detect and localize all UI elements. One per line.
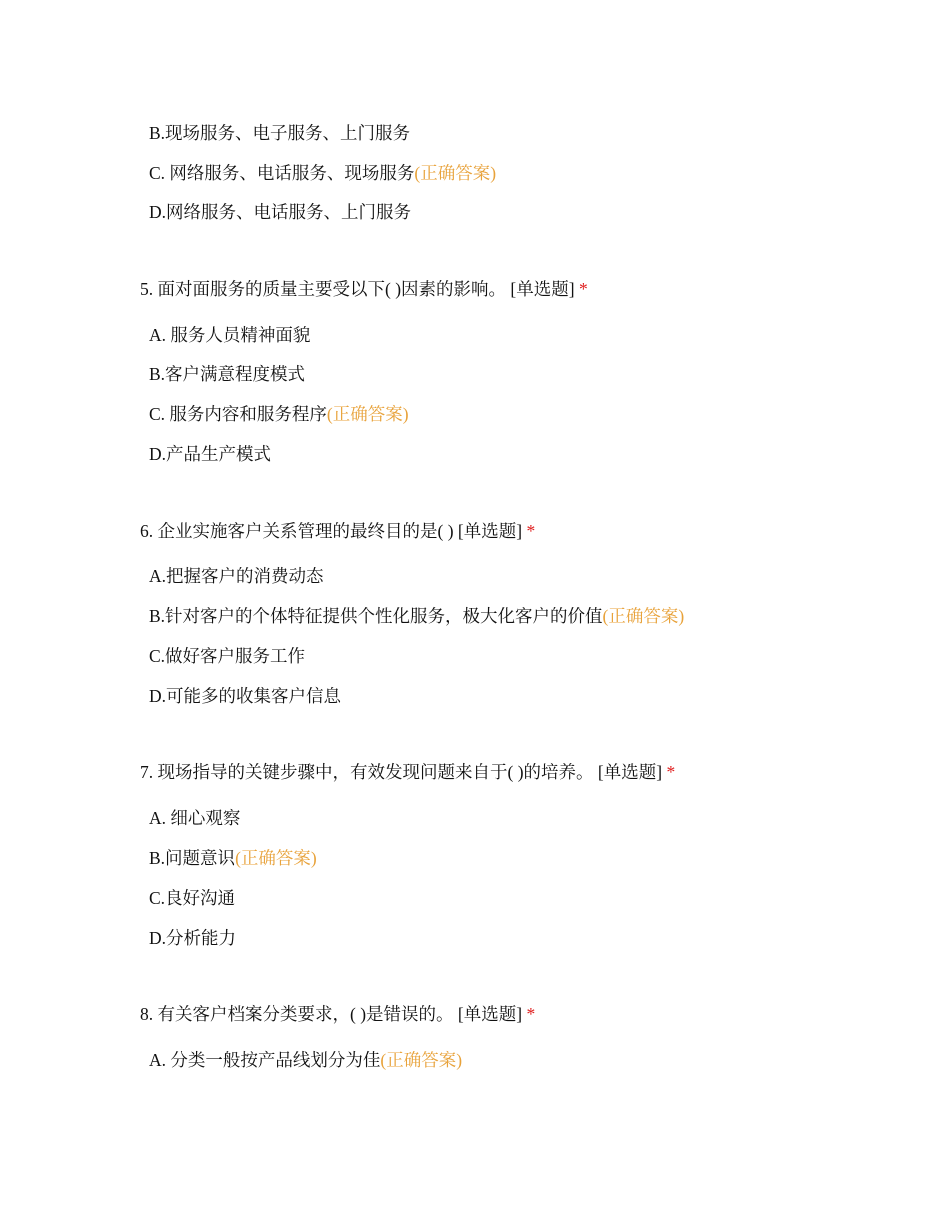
option-text: C.良好沟通 xyxy=(149,888,236,908)
option-5b xyxy=(149,362,305,386)
question-title xyxy=(140,519,535,543)
option-6b xyxy=(149,604,684,628)
option-text: C. 服务内容和服务程序 xyxy=(149,404,327,424)
option-text: D.产品生产模式 xyxy=(149,444,272,464)
option-4d xyxy=(149,200,411,224)
question-text: 5. 面对面服务的质量主要受以下( )因素的影响。 [单选题] xyxy=(140,279,575,299)
correct-answer-mark: (正确答案) xyxy=(235,848,317,868)
required-mark: * xyxy=(526,1004,536,1024)
required-mark: * xyxy=(526,521,536,541)
option-text: A.把握客户的消费动态 xyxy=(149,566,324,586)
option-8a xyxy=(149,1048,462,1072)
question-text: 7. 现场指导的关键步骤中，有效发现问题来自于( )的培养。 [单选题] xyxy=(140,762,663,782)
correct-answer-mark: (正确答案) xyxy=(414,163,497,183)
question-title xyxy=(140,277,588,301)
option-7a xyxy=(149,806,240,830)
option-text: A. 细心观察 xyxy=(149,808,241,828)
question-text: 6. 企业实施客户关系管理的最终目的是( ) [单选题] xyxy=(140,521,523,541)
option-4b xyxy=(149,121,410,145)
option-7c xyxy=(149,886,235,910)
correct-answer-mark: (正确答案) xyxy=(380,1050,463,1070)
question-text: 8. 有关客户档案分类要求，( )是错误的。 [单选题] xyxy=(140,1004,523,1024)
question-title xyxy=(140,760,675,784)
option-5a xyxy=(149,323,310,347)
option-text: B.针对客户的个体特征提供个性化服务，极大化客户的价值 xyxy=(149,606,603,626)
option-5d xyxy=(149,442,271,466)
option-text: C. 网络服务、电话服务、现场服务 xyxy=(149,163,415,183)
option-4c xyxy=(149,161,496,185)
question-title xyxy=(140,1002,535,1026)
required-mark: * xyxy=(666,762,676,782)
correct-answer-mark: (正确答案) xyxy=(602,606,685,626)
option-6d xyxy=(149,684,341,708)
option-text: B.现场服务、电子服务、上门服务 xyxy=(149,123,411,143)
option-text: D.可能多的收集客户信息 xyxy=(149,686,342,706)
option-text: C.做好客户服务工作 xyxy=(149,646,306,666)
option-text: B.客户满意程度模式 xyxy=(149,364,306,384)
option-6c xyxy=(149,644,305,668)
option-text: D.分析能力 xyxy=(149,928,237,948)
option-7b xyxy=(149,846,317,870)
option-5c xyxy=(149,402,409,426)
option-7d xyxy=(149,926,236,950)
option-text: B.问题意识 xyxy=(149,848,236,868)
required-mark: * xyxy=(578,279,588,299)
option-6a xyxy=(149,564,324,588)
correct-answer-mark: (正确答案) xyxy=(326,404,409,424)
option-text: D.网络服务、电话服务、上门服务 xyxy=(149,202,412,222)
option-text: A. 服务人员精神面貌 xyxy=(149,325,311,345)
option-text: A. 分类一般按产品线划分为佳 xyxy=(149,1050,381,1070)
